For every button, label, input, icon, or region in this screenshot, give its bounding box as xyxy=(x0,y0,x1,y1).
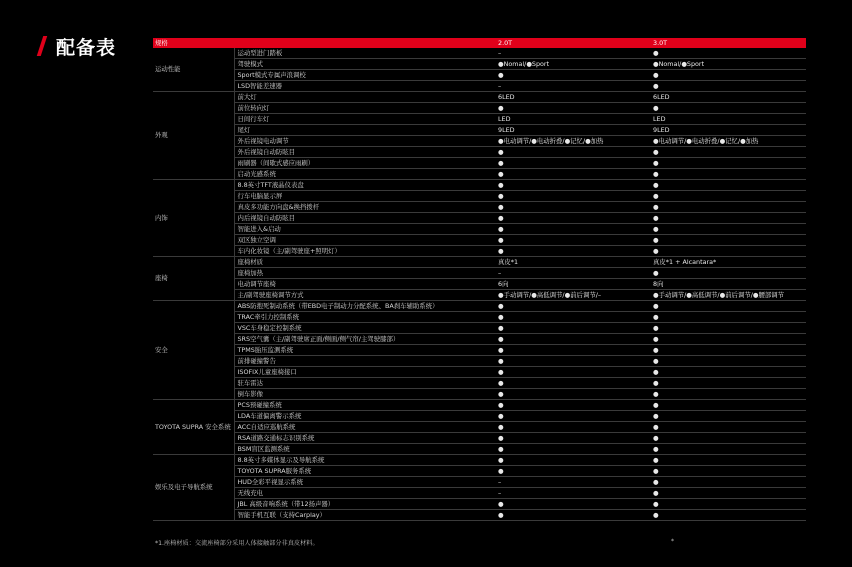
feature-label: 驻车雷达 xyxy=(234,378,496,389)
value-2-0t: ● xyxy=(496,334,651,345)
value-3-0t: ●Nomal/●Sport xyxy=(651,59,806,70)
table-row xyxy=(153,433,806,444)
table-row xyxy=(153,268,806,279)
value-3-0t: ● xyxy=(651,356,806,367)
value-3-0t: ● xyxy=(651,345,806,356)
value-3-0t: ● xyxy=(651,312,806,323)
spec-table xyxy=(153,38,806,521)
feature-label: 运动型进门踏板 xyxy=(234,48,496,59)
feature-label: 倒车影像 xyxy=(234,389,496,400)
category-label: 安全 xyxy=(153,301,234,400)
feature-label: 主/副驾驶座椅调节方式 xyxy=(234,290,496,301)
value-3-0t: 真皮*1 + Alcantara* xyxy=(651,257,806,268)
value-2-0t: ● xyxy=(496,323,651,334)
table-row xyxy=(153,213,806,224)
value-2-0t: 真皮*1 xyxy=(496,257,651,268)
table-row xyxy=(153,356,806,367)
value-3-0t: ● xyxy=(651,70,806,81)
feature-label: HUD全彩平视显示系统 xyxy=(234,477,496,488)
table-row xyxy=(153,59,806,70)
table-row xyxy=(153,125,806,136)
value-2-0t: 6向 xyxy=(496,279,651,290)
value-2-0t: ● xyxy=(496,367,651,378)
category-label: 内饰 xyxy=(153,180,234,257)
value-3-0t: ● xyxy=(651,48,806,59)
value-2-0t: ● xyxy=(496,499,651,510)
feature-label: 座椅材质 xyxy=(234,257,496,268)
value-3-0t: ● xyxy=(651,224,806,235)
header-3-0t: 3.0T xyxy=(651,38,806,48)
value-2-0t: ● xyxy=(496,191,651,202)
value-3-0t: ● xyxy=(651,334,806,345)
spec-table-body xyxy=(153,48,806,521)
value-2-0t: ● xyxy=(496,400,651,411)
table-row xyxy=(153,334,806,345)
table-row xyxy=(153,466,806,477)
table-row xyxy=(153,257,806,268)
feature-label: 真皮多功能方向盘&换挡拨杆 xyxy=(234,202,496,213)
table-row xyxy=(153,70,806,81)
category-label: 运动性能 xyxy=(153,48,234,92)
value-2-0t: ● xyxy=(496,246,651,257)
table-row xyxy=(153,235,806,246)
value-3-0t: ● xyxy=(651,389,806,400)
feature-label: 启动光感系统 xyxy=(234,169,496,180)
table-row xyxy=(153,202,806,213)
value-2-0t: ● xyxy=(496,235,651,246)
value-3-0t: ● xyxy=(651,147,806,158)
value-3-0t: ● xyxy=(651,455,806,466)
feature-label: ACC自适应巡航系统 xyxy=(234,422,496,433)
table-row xyxy=(153,510,806,521)
title-slash-accent xyxy=(37,36,47,56)
feature-label: 外后视镜电动调节 xyxy=(234,136,496,147)
value-2-0t: ● xyxy=(496,345,651,356)
value-3-0t: ● xyxy=(651,180,806,191)
value-2-0t: ●Nomal/●Sport xyxy=(496,59,651,70)
table-row xyxy=(153,389,806,400)
value-2-0t: ● xyxy=(496,180,651,191)
corner-mark: * xyxy=(671,538,674,545)
value-2-0t: ● xyxy=(496,422,651,433)
table-row xyxy=(153,378,806,389)
value-3-0t: ● xyxy=(651,158,806,169)
feature-label: RSA道路交通标志识别系统 xyxy=(234,433,496,444)
value-2-0t: ●电动调节/●电动折叠/●记忆/●加热 xyxy=(496,136,651,147)
feature-label: ABS防抱死制动系统（带EBD电子制动力分配系统、BA刹车辅助系统） xyxy=(234,301,496,312)
table-row xyxy=(153,246,806,257)
value-3-0t: ● xyxy=(651,213,806,224)
value-3-0t: ●电动调节/●电动折叠/●记忆/●加热 xyxy=(651,136,806,147)
feature-label: Sport模式专属声浪调校 xyxy=(234,70,496,81)
value-2-0t: LED xyxy=(496,114,651,125)
value-2-0t: – xyxy=(496,48,651,59)
feature-label: LDA车道偏离警示系统 xyxy=(234,411,496,422)
feature-label: 智能进入&启动 xyxy=(234,224,496,235)
table-row xyxy=(153,81,806,92)
value-2-0t: ● xyxy=(496,378,651,389)
feature-label: 8.8英寸多媒体显示及导航系统 xyxy=(234,455,496,466)
value-3-0t: ● xyxy=(651,510,806,521)
value-2-0t: ● xyxy=(496,202,651,213)
value-2-0t: – xyxy=(496,488,651,499)
feature-label: 外后视镜自动防眩目 xyxy=(234,147,496,158)
value-3-0t: ● xyxy=(651,488,806,499)
table-row xyxy=(153,103,806,114)
feature-label: 驾驶模式 xyxy=(234,59,496,70)
category-label: TOYOTA SUPRA 安全系统 xyxy=(153,400,234,455)
table-row xyxy=(153,422,806,433)
feature-label: PCS预碰撞系统 xyxy=(234,400,496,411)
category-label: 娱乐及电子导航系统 xyxy=(153,455,234,521)
value-2-0t: ● xyxy=(496,444,651,455)
value-3-0t: ● xyxy=(651,422,806,433)
category-label: 外观 xyxy=(153,92,234,180)
category-label: 座椅 xyxy=(153,257,234,301)
feature-label: 前大灯 xyxy=(234,92,496,103)
feature-label: SRS空气囊（主/副驾驶席正面/侧面/侧气帘/主驾驶膝部） xyxy=(234,334,496,345)
value-3-0t: ●手动调节/●高低调节/●前后调节/●腰部调节 xyxy=(651,290,806,301)
value-3-0t: ● xyxy=(651,499,806,510)
value-3-0t: ● xyxy=(651,191,806,202)
value-2-0t: ● xyxy=(496,356,651,367)
value-2-0t: ● xyxy=(496,103,651,114)
value-3-0t: ● xyxy=(651,411,806,422)
value-3-0t: ● xyxy=(651,301,806,312)
value-3-0t: ● xyxy=(651,246,806,257)
value-3-0t: ● xyxy=(651,367,806,378)
header-feature xyxy=(234,38,496,48)
value-3-0t: ● xyxy=(651,103,806,114)
value-2-0t: ● xyxy=(496,224,651,235)
header-2-0t: 2.0T xyxy=(496,38,651,48)
feature-label: 双区独立空调 xyxy=(234,235,496,246)
feature-label: 车内化妆镜（主/副驾驶座+照明灯） xyxy=(234,246,496,257)
value-3-0t: ● xyxy=(651,323,806,334)
table-row xyxy=(153,499,806,510)
feature-label: 内后视镜自动防眩目 xyxy=(234,213,496,224)
table-row xyxy=(153,48,806,59)
value-2-0t: ●手动调节/●高低调节/●前后调节/– xyxy=(496,290,651,301)
value-2-0t: ● xyxy=(496,411,651,422)
value-3-0t: ● xyxy=(651,235,806,246)
feature-label: TRAC牵引力控制系统 xyxy=(234,312,496,323)
page-title: 配备表 xyxy=(56,36,117,59)
table-row xyxy=(153,323,806,334)
table-row xyxy=(153,114,806,125)
value-2-0t: 9LED xyxy=(496,125,651,136)
feature-label: 行车电脑显示屏 xyxy=(234,191,496,202)
table-row xyxy=(153,136,806,147)
table-row xyxy=(153,224,806,235)
value-2-0t: ● xyxy=(496,70,651,81)
footnote: *1.座椅材质：交流座椅部分采用人体接触部分非真皮材料。 xyxy=(155,540,319,547)
feature-label: BSM盲区监测系统 xyxy=(234,444,496,455)
value-2-0t: ● xyxy=(496,213,651,224)
table-row xyxy=(153,169,806,180)
value-3-0t: ● xyxy=(651,378,806,389)
value-2-0t: ● xyxy=(496,169,651,180)
value-3-0t: ● xyxy=(651,81,806,92)
value-3-0t: ● xyxy=(651,169,806,180)
value-3-0t: LED xyxy=(651,114,806,125)
table-row xyxy=(153,279,806,290)
table-row xyxy=(153,290,806,301)
value-2-0t: ● xyxy=(496,510,651,521)
value-2-0t: ● xyxy=(496,466,651,477)
feature-label: 8.8英寸TFT液晶仪表盘 xyxy=(234,180,496,191)
feature-label: 无线充电 xyxy=(234,488,496,499)
feature-label: 尾灯 xyxy=(234,125,496,136)
page-header xyxy=(40,32,116,60)
feature-label: VSC车身稳定控制系统 xyxy=(234,323,496,334)
feature-label: ISOFIX儿童座椅接口 xyxy=(234,367,496,378)
feature-label: 前位转向灯 xyxy=(234,103,496,114)
value-2-0t: ● xyxy=(496,433,651,444)
feature-label: 日间行车灯 xyxy=(234,114,496,125)
feature-label: 智能手机互联（支持Carplay） xyxy=(234,510,496,521)
value-3-0t: 9LED xyxy=(651,125,806,136)
table-row xyxy=(153,158,806,169)
table-row xyxy=(153,411,806,422)
feature-label: 雨刷器（间歇式感应雨刷） xyxy=(234,158,496,169)
table-row xyxy=(153,312,806,323)
table-row xyxy=(153,400,806,411)
table-row xyxy=(153,92,806,103)
value-2-0t: ● xyxy=(496,301,651,312)
table-row xyxy=(153,455,806,466)
feature-label: TPMS胎压监测系统 xyxy=(234,345,496,356)
value-3-0t: ● xyxy=(651,433,806,444)
table-row xyxy=(153,488,806,499)
value-2-0t: – xyxy=(496,81,651,92)
value-3-0t: 6LED xyxy=(651,92,806,103)
table-row xyxy=(153,180,806,191)
value-3-0t: 8向 xyxy=(651,279,806,290)
value-2-0t: ● xyxy=(496,158,651,169)
value-3-0t: ● xyxy=(651,202,806,213)
value-2-0t: – xyxy=(496,477,651,488)
value-3-0t: ● xyxy=(651,466,806,477)
feature-label: 前排碰撞警告 xyxy=(234,356,496,367)
value-2-0t: ● xyxy=(496,455,651,466)
value-2-0t: ● xyxy=(496,312,651,323)
value-2-0t: 6LED xyxy=(496,92,651,103)
feature-label: 座椅加热 xyxy=(234,268,496,279)
value-3-0t: ● xyxy=(651,400,806,411)
value-2-0t: – xyxy=(496,268,651,279)
value-2-0t: ● xyxy=(496,389,651,400)
table-row xyxy=(153,345,806,356)
header-spec: 规格 xyxy=(153,38,234,48)
feature-label: LSD智能差速器 xyxy=(234,81,496,92)
value-3-0t: ● xyxy=(651,477,806,488)
table-row xyxy=(153,444,806,455)
table-row xyxy=(153,147,806,158)
table-row xyxy=(153,191,806,202)
feature-label: 电动调节座椅 xyxy=(234,279,496,290)
table-row xyxy=(153,301,806,312)
feature-label: TOYOTA SUPRA服务系统 xyxy=(234,466,496,477)
value-3-0t: ● xyxy=(651,268,806,279)
table-row xyxy=(153,477,806,488)
table-header-row xyxy=(153,38,806,48)
table-row xyxy=(153,367,806,378)
feature-label: JBL 高级音响系统（带12扬声器） xyxy=(234,499,496,510)
value-3-0t: ● xyxy=(651,444,806,455)
value-2-0t: ● xyxy=(496,147,651,158)
